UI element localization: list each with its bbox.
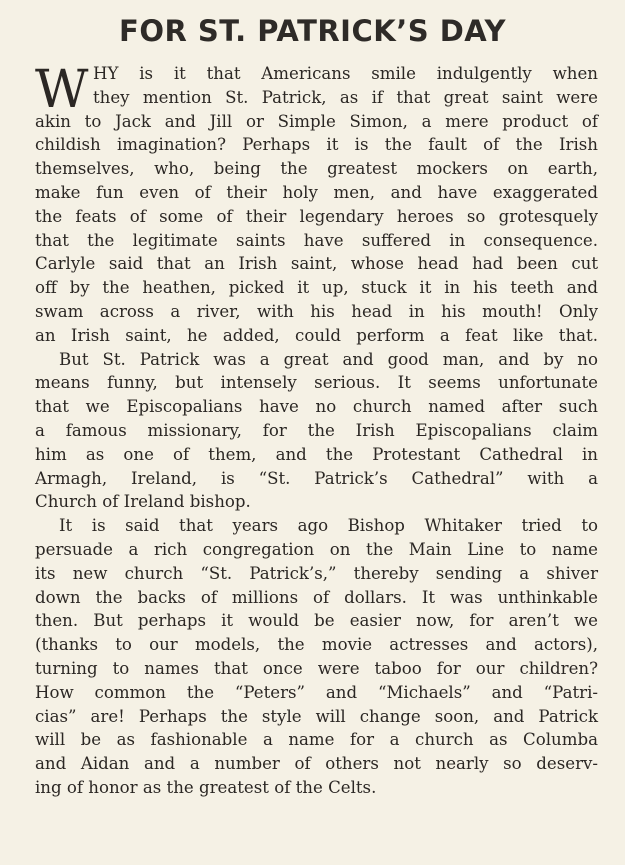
text-line: a famous missionary, for the Irish Episcopalians claim — [35, 420, 598, 440]
text-line: turning to names that once were taboo for our children? — [35, 658, 598, 678]
text-line: themselves, who, being the greatest mockers on earth, — [35, 159, 598, 179]
text-line: But St. Patrick was a great and good man, and by no — [59, 349, 598, 369]
text-line: persuade a rich congregation on the Main Line to name — [35, 539, 598, 559]
paragraph-1 — [35, 62, 598, 348]
text-line: ing of honor as the greatest of the Celts. — [35, 777, 377, 797]
article-title: FOR ST. PATRICK’S DAY — [119, 14, 506, 48]
text-line: akin to Jack and Jill or Simple Simon, a mere product of — [35, 111, 598, 131]
text-line: (thanks to our models, the movie actresses and actors), — [35, 635, 598, 655]
text-line: that we Episcopalians have no church named after such — [35, 397, 598, 417]
text-line: Church of Ireland bishop. — [35, 492, 251, 512]
text-line: means funny, but intensely serious. It seems unfortunate — [35, 373, 598, 393]
text-line: cias” are! Perhaps the style will change soon, and Patrick — [35, 706, 598, 726]
text-line: Carlyle said that an Irish saint, whose head had been cut — [35, 254, 598, 274]
text-line: they mention St. Patrick, as if that great saint were — [93, 87, 598, 107]
text-line: childish imagination? Perhaps it is the fault of the Irish — [35, 135, 598, 155]
text-line: the feats of some of their legendary heroes so grotesquely — [35, 206, 598, 226]
drop-cap: W — [35, 60, 89, 120]
text-line: that the legitimate saints have suffered in consequence. — [35, 230, 598, 250]
text-line: will be as fashionable a name for a church as Columba — [35, 730, 598, 750]
text-line: Armagh, Ireland, is “St. Patrick’s Cathedral” with a — [35, 468, 598, 488]
text-line: It is said that years ago Bishop Whitaker tried to — [59, 516, 598, 536]
paragraph-3 — [35, 514, 598, 800]
text-line: him as one of them, and the Protestant Cathedral in — [35, 444, 598, 464]
text-line: its new church “St. Patrick’s,” thereby sending a shiver — [35, 563, 598, 583]
text-line: swam across a river, with his head in his mouth! Only — [35, 301, 598, 321]
text-line: down the backs of millions of dollars. It was unthinkable — [35, 587, 598, 607]
text-line: How common the “Peters” and “Michaels” and “Patri- — [35, 682, 598, 702]
paragraph-2 — [35, 348, 598, 515]
article-body — [35, 62, 598, 800]
text-line: an Irish saint, he added, could perform a feat like that. — [35, 325, 598, 345]
text-line: and Aidan and a number of others not nearly so deserv- — [35, 754, 598, 774]
text-line: make fun even of their holy men, and have exaggerated — [35, 182, 598, 202]
text-line: then. But perhaps it would be easier now, for aren’t we — [35, 611, 598, 631]
text-line: off by the heathen, picked it up, stuck it in his teeth and — [35, 278, 598, 298]
text-line: HY is it that Americans smile indulgently when — [93, 64, 598, 83]
